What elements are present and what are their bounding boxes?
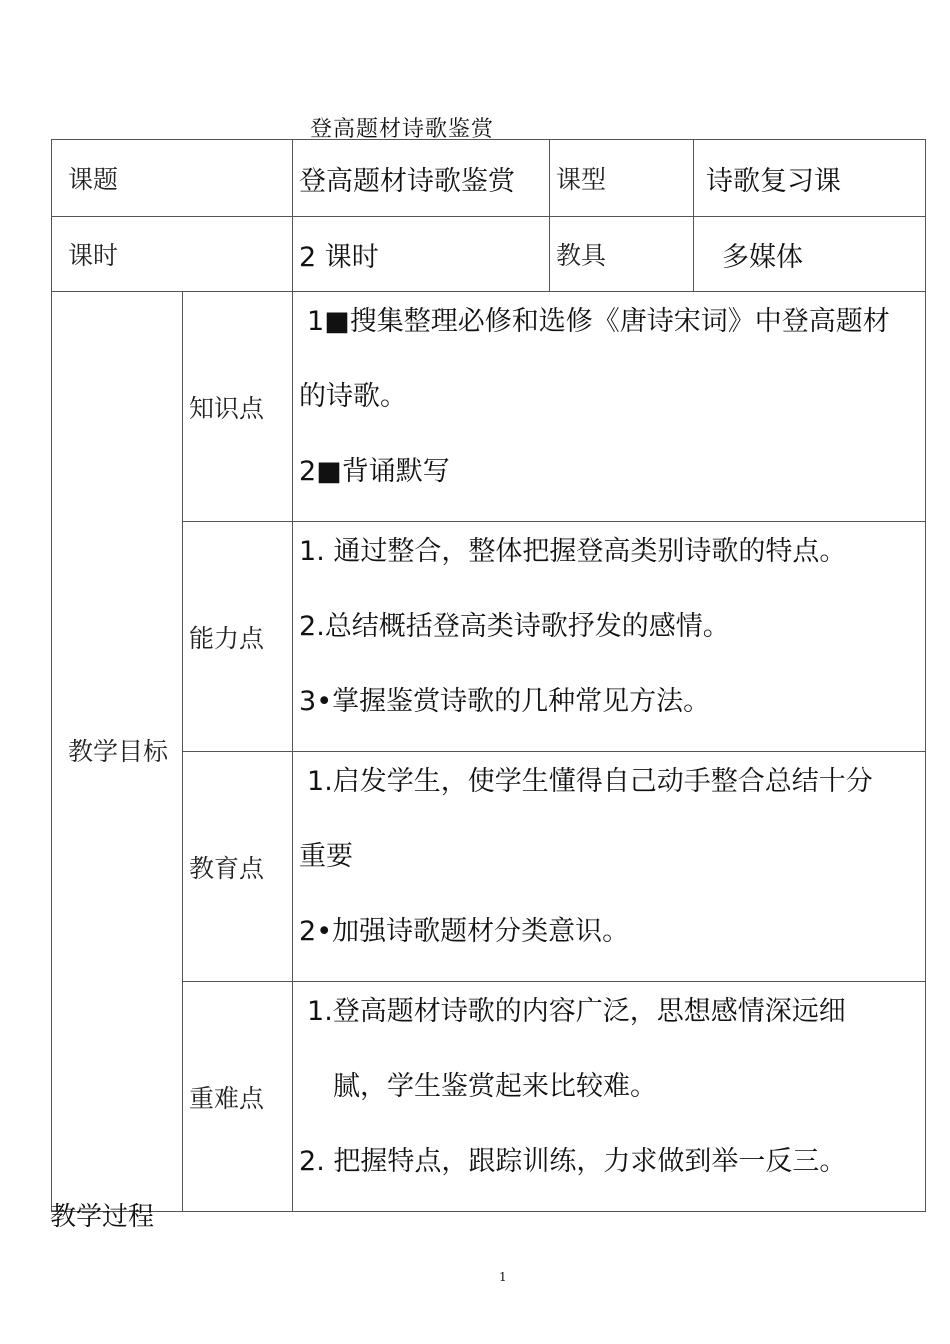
goal-category-label: 教育点 [183,752,293,982]
goal-line: 重要 [299,841,354,872]
goal-line: 2. 把握特点，跟踪训练，力求做到举一反三。 [299,1146,847,1177]
goal-line: 2•加强诗歌题材分类意识。 [299,916,630,947]
lesson-plan-table [51,139,926,1212]
teaching-aids-label: 教具 [550,217,694,292]
goal-line: 1.启发学生，使学生懂得自己动手整合总结十分 [307,766,873,797]
goal-category-label: 知识点 [183,292,293,522]
goal-line: 2.总结概括登高类诗歌抒发的感情。 [299,611,730,642]
goal-line: 的诗歌。 [299,381,408,412]
table-row [52,752,926,982]
table-row [52,217,926,292]
lesson-type-value: 诗歌复习课 [694,140,926,217]
topic-label: 课题 [52,140,293,217]
document-title: 登高题材诗歌鉴赏 [310,117,495,142]
section-heading: 教学过程 [50,1202,155,1232]
hours-label: 课时 [52,217,293,292]
goal-content-difficulty [293,982,926,1212]
table-row [52,140,926,217]
goal-content-education [293,752,926,982]
hours-value: 2 课时 [293,217,550,292]
table-row [52,292,926,522]
page-number: 1 [499,1270,507,1284]
table-row [52,522,926,752]
goal-line: 1.登高题材诗歌的内容广泛，思想感情深远细 [307,996,846,1027]
goal-line: 1■搜集整理必修和选修《唐诗宋词》中登高题材 [307,306,890,337]
goal-content-knowledge [293,292,926,522]
goal-line: 腻，学生鉴赏起来比较难。 [333,1071,658,1102]
goal-category-label: 重难点 [183,982,293,1212]
teaching-goals-label-text: 教学目标 [68,736,169,766]
lesson-type-label: 课型 [550,140,694,217]
teaching-goals-label [52,292,183,1212]
table-row [52,982,926,1212]
goal-line: 1. 通过整合，整体把握登高类别诗歌的特点。 [299,536,847,567]
goal-category-label: 能力点 [183,522,293,752]
goal-line: 2■背诵默写 [299,456,450,487]
topic-value: 登高题材诗歌鉴赏 [293,140,550,217]
goal-line: 3•掌握鉴赏诗歌的几种常见方法。 [299,686,711,717]
teaching-aids-value: 多媒体 [694,217,926,292]
goal-content-ability [293,522,926,752]
